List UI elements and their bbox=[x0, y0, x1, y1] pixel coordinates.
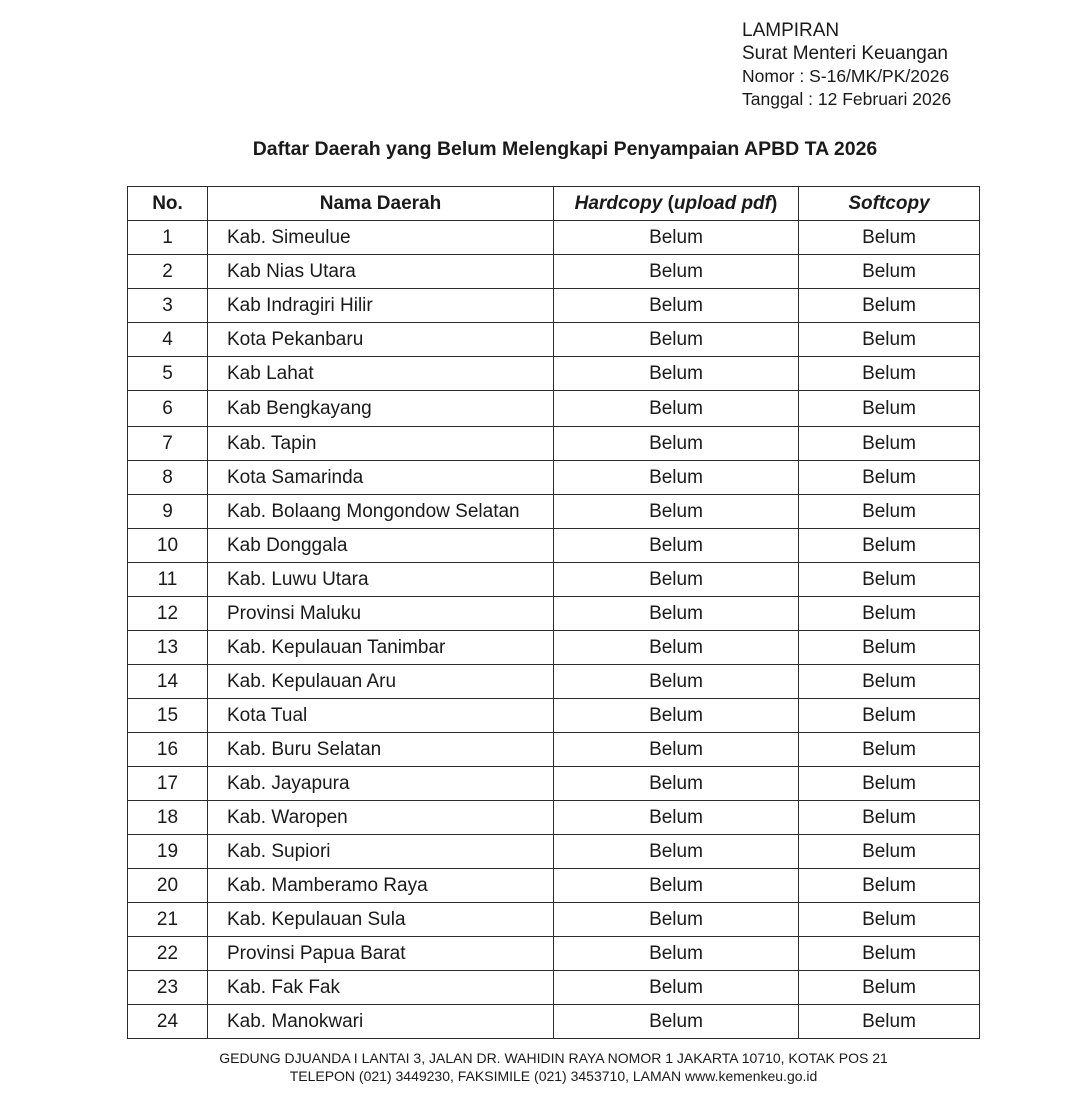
column-header-no: No. bbox=[128, 187, 208, 221]
row-number: 21 bbox=[128, 903, 208, 937]
document-title: Daftar Daerah yang Belum Melengkapi Penyampaian APBD TA 2026 bbox=[252, 138, 878, 160]
hardcopy-status: Belum bbox=[554, 563, 799, 597]
row-number: 9 bbox=[128, 495, 208, 529]
hardcopy-status: Belum bbox=[554, 221, 799, 255]
table-row bbox=[128, 971, 980, 1005]
region-name: Kab. Bolaang Mongondow Selatan bbox=[208, 495, 554, 529]
region-name: Kab. Supiori bbox=[208, 835, 554, 869]
hardcopy-status: Belum bbox=[554, 699, 799, 733]
region-name: Kab Bengkayang bbox=[208, 391, 554, 427]
region-name: Kab. Waropen bbox=[208, 801, 554, 835]
hardcopy-status: Belum bbox=[554, 733, 799, 767]
table-row bbox=[128, 529, 980, 563]
table-row bbox=[128, 391, 980, 427]
region-name: Kota Pekanbaru bbox=[208, 323, 554, 357]
region-name: Kab. Jayapura bbox=[208, 767, 554, 801]
table-body bbox=[128, 221, 980, 1039]
row-number: 18 bbox=[128, 801, 208, 835]
row-number: 1 bbox=[128, 221, 208, 255]
row-number: 24 bbox=[128, 1005, 208, 1039]
softcopy-status: Belum bbox=[799, 461, 980, 495]
row-number: 3 bbox=[128, 289, 208, 323]
hardcopy-status: Belum bbox=[554, 631, 799, 665]
hardcopy-label: Hardcopy bbox=[574, 192, 663, 214]
row-number: 13 bbox=[128, 631, 208, 665]
table-row bbox=[128, 323, 980, 357]
table-row bbox=[128, 733, 980, 767]
softcopy-status: Belum bbox=[799, 529, 980, 563]
row-number: 7 bbox=[128, 427, 208, 461]
table-row bbox=[128, 835, 980, 869]
softcopy-status: Belum bbox=[799, 1005, 980, 1039]
softcopy-status: Belum bbox=[799, 699, 980, 733]
region-name: Provinsi Maluku bbox=[208, 597, 554, 631]
row-number: 12 bbox=[128, 597, 208, 631]
row-number: 11 bbox=[128, 563, 208, 597]
table-row bbox=[128, 289, 980, 323]
table-row bbox=[128, 869, 980, 903]
hardcopy-status: Belum bbox=[554, 767, 799, 801]
region-name: Kab. Kepulauan Sula bbox=[208, 903, 554, 937]
table-row bbox=[128, 937, 980, 971]
letter-number: Nomor : S-16/MK/PK/2026 bbox=[742, 66, 950, 86]
softcopy-status: Belum bbox=[799, 767, 980, 801]
hardcopy-status: Belum bbox=[554, 255, 799, 289]
footer-contact: TELEPON (021) 3449230, FAKSIMILE (021) 3453710, LAMAN www.kemenkeu.go.id bbox=[289, 1068, 818, 1084]
hardcopy-status: Belum bbox=[554, 903, 799, 937]
hardcopy-status: Belum bbox=[554, 937, 799, 971]
softcopy-status: Belum bbox=[799, 255, 980, 289]
region-name: Kab. Luwu Utara bbox=[208, 563, 554, 597]
region-name: Kab. Fak Fak bbox=[208, 971, 554, 1005]
region-name: Kab. Tapin bbox=[208, 427, 554, 461]
region-name: Kab Donggala bbox=[208, 529, 554, 563]
hardcopy-status: Belum bbox=[554, 971, 799, 1005]
row-number: 23 bbox=[128, 971, 208, 1005]
hardcopy-status: Belum bbox=[554, 835, 799, 869]
letter-reference: Surat Menteri Keuangan bbox=[742, 42, 948, 64]
region-name: Provinsi Papua Barat bbox=[208, 937, 554, 971]
hardcopy-status: Belum bbox=[554, 357, 799, 391]
region-name: Kab Indragiri Hilir bbox=[208, 289, 554, 323]
region-name: Kab. Kepulauan Aru bbox=[208, 665, 554, 699]
hardcopy-sublabel: upload pdf bbox=[673, 192, 771, 214]
softcopy-status: Belum bbox=[799, 971, 980, 1005]
column-header-name: Nama Daerah bbox=[208, 187, 554, 221]
softcopy-status: Belum bbox=[799, 495, 980, 529]
row-number: 22 bbox=[128, 937, 208, 971]
attachment-header bbox=[742, 20, 1062, 110]
softcopy-status: Belum bbox=[799, 357, 980, 391]
hardcopy-status: Belum bbox=[554, 289, 799, 323]
softcopy-status: Belum bbox=[799, 427, 980, 461]
row-number: 5 bbox=[128, 357, 208, 391]
row-number: 4 bbox=[128, 323, 208, 357]
row-number: 2 bbox=[128, 255, 208, 289]
table-row bbox=[128, 801, 980, 835]
region-name: Kab. Mamberamo Raya bbox=[208, 869, 554, 903]
hardcopy-paren-open: ( bbox=[662, 192, 674, 214]
region-name: Kota Samarinda bbox=[208, 461, 554, 495]
footer-address: GEDUNG DJUANDA I LANTAI 3, JALAN DR. WAHIDIN RAYA NOMOR 1 JAKARTA 10710, KOTAK POS 21 bbox=[219, 1050, 888, 1066]
hardcopy-status: Belum bbox=[554, 427, 799, 461]
softcopy-status: Belum bbox=[799, 869, 980, 903]
page-footer bbox=[0, 1049, 1080, 1085]
softcopy-status: Belum bbox=[799, 391, 980, 427]
table-row bbox=[128, 255, 980, 289]
column-header-softcopy: Softcopy bbox=[799, 187, 980, 221]
softcopy-status: Belum bbox=[799, 801, 980, 835]
region-name: Kab. Buru Selatan bbox=[208, 733, 554, 767]
hardcopy-paren-close: ) bbox=[771, 192, 778, 214]
hardcopy-status: Belum bbox=[554, 323, 799, 357]
softcopy-status: Belum bbox=[799, 937, 980, 971]
table-row bbox=[128, 1005, 980, 1039]
table-row bbox=[128, 665, 980, 699]
attachment-label: LAMPIRAN bbox=[742, 20, 840, 41]
hardcopy-status: Belum bbox=[554, 801, 799, 835]
column-header-hardcopy bbox=[554, 187, 799, 221]
region-name: Kota Tual bbox=[208, 699, 554, 733]
softcopy-status: Belum bbox=[799, 835, 980, 869]
table-row bbox=[128, 357, 980, 391]
softcopy-status: Belum bbox=[799, 597, 980, 631]
row-number: 8 bbox=[128, 461, 208, 495]
softcopy-status: Belum bbox=[799, 733, 980, 767]
row-number: 6 bbox=[128, 391, 208, 427]
softcopy-status: Belum bbox=[799, 221, 980, 255]
table-row bbox=[128, 461, 980, 495]
table-row bbox=[128, 903, 980, 937]
table-row bbox=[128, 631, 980, 665]
softcopy-status: Belum bbox=[799, 665, 980, 699]
region-name: Kab. Manokwari bbox=[208, 1005, 554, 1039]
letter-date: Tanggal : 12 Februari 2026 bbox=[742, 88, 952, 109]
table-row bbox=[128, 699, 980, 733]
region-name: Kab. Simeulue bbox=[208, 221, 554, 255]
hardcopy-status: Belum bbox=[554, 495, 799, 529]
table-row bbox=[128, 597, 980, 631]
softcopy-status: Belum bbox=[799, 323, 980, 357]
hardcopy-status: Belum bbox=[554, 461, 799, 495]
softcopy-status: Belum bbox=[799, 563, 980, 597]
region-name: Kab. Kepulauan Tanimbar bbox=[208, 631, 554, 665]
row-number: 14 bbox=[128, 665, 208, 699]
table-row bbox=[128, 427, 980, 461]
row-number: 10 bbox=[128, 529, 208, 563]
hardcopy-status: Belum bbox=[554, 529, 799, 563]
table-row bbox=[128, 767, 980, 801]
softcopy-status: Belum bbox=[799, 631, 980, 665]
hardcopy-status: Belum bbox=[554, 597, 799, 631]
row-number: 19 bbox=[128, 835, 208, 869]
row-number: 17 bbox=[128, 767, 208, 801]
table-header-row bbox=[128, 187, 980, 221]
table-row bbox=[128, 495, 980, 529]
hardcopy-status: Belum bbox=[554, 1005, 799, 1039]
table-row bbox=[128, 221, 980, 255]
softcopy-status: Belum bbox=[799, 289, 980, 323]
softcopy-status: Belum bbox=[799, 903, 980, 937]
region-name: Kab Lahat bbox=[208, 357, 554, 391]
hardcopy-status: Belum bbox=[554, 869, 799, 903]
hardcopy-status: Belum bbox=[554, 391, 799, 427]
table-row bbox=[128, 563, 980, 597]
row-number: 15 bbox=[128, 699, 208, 733]
row-number: 16 bbox=[128, 733, 208, 767]
row-number: 20 bbox=[128, 869, 208, 903]
hardcopy-status: Belum bbox=[554, 665, 799, 699]
region-table bbox=[127, 186, 980, 1039]
region-name: Kab Nias Utara bbox=[208, 255, 554, 289]
